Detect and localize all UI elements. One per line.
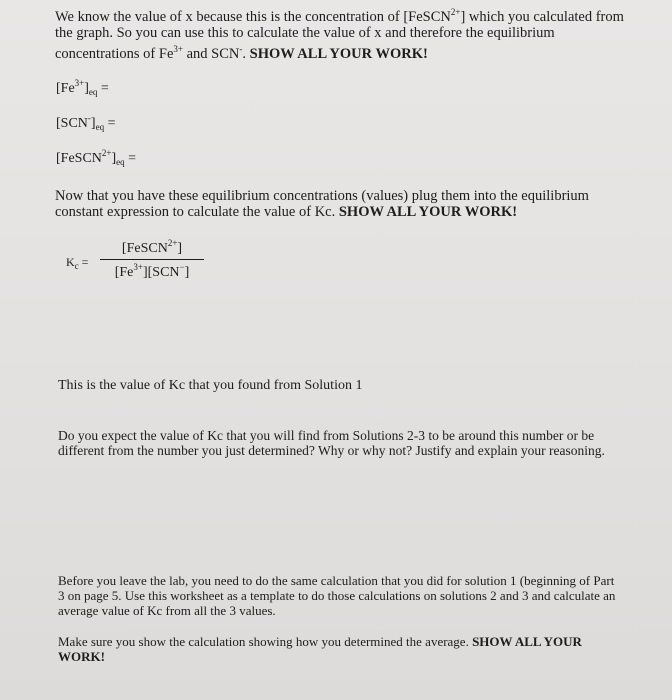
kc-denominator — [100, 262, 204, 281]
kc-show-work: SHOW ALL YOUR WORK! — [338, 204, 518, 220]
fe-eq-close: ] — [84, 81, 89, 96]
kc-num-main: [FeSCN — [121, 241, 168, 256]
kc-den-sup-2: − — [179, 262, 185, 272]
kc-den-3: ] — [184, 265, 190, 280]
kc-num-close: ] — [177, 241, 183, 256]
kc-den-1: [Fe — [114, 265, 134, 280]
fescn-eq-open: [FeSCN — [56, 151, 102, 166]
kc-label-k: K — [66, 255, 75, 269]
kc-den-sup-1: 3+ — [133, 262, 143, 272]
kc-numerator — [100, 238, 204, 258]
intro-sup-2: 3+ — [173, 44, 183, 54]
fescn-eq-sup: 2+ — [101, 148, 112, 158]
fescn-eq-line — [56, 148, 136, 167]
fe-eq-sup: 3+ — [74, 78, 85, 88]
intro-show-work: SHOW ALL YOUR WORK! — [249, 46, 428, 62]
fe-eq-sub: eq — [88, 87, 98, 97]
intro-sup-1: 2+ — [450, 7, 461, 17]
fe-eq-open: [Fe — [56, 81, 75, 96]
kc-instructions-text: Now that you have these equilibrium concentrations (values) plug them into the equilibrium constant expression to calculate the value of Kc. — [55, 188, 589, 220]
intro-text-4: . — [242, 46, 250, 62]
kc-label — [66, 255, 88, 271]
intro-text-1: We know the value of x because this is the concentration of [FeSCN — [55, 9, 451, 25]
scn-eq-line — [56, 113, 115, 132]
intro-text-3: and SCN — [182, 46, 240, 62]
fescn-eq-close: ] — [111, 151, 117, 166]
kc-label-sub: c — [74, 261, 79, 271]
scn-eq-tail: = — [104, 116, 116, 131]
kc-num-sup: 2+ — [167, 238, 178, 248]
scn-eq-open: [SCN — [56, 116, 88, 131]
expectation-question-paragraph: Do you expect the value of Kc that you will find from Solutions 2-3 to be around this number or be different from the number you just determined? Why or why not? Justify and explain your reasoning. — [58, 428, 605, 458]
fraction-bar — [100, 259, 204, 260]
intro-text-2: ] which you calculated from the graph. So you can use this to calculate the value of x and therefore the equilibrium concentrations of Fe — [55, 9, 624, 62]
fescn-eq-tail: = — [124, 151, 137, 166]
intro-paragraph — [55, 4, 625, 62]
lab-instructions-paragraph: Before you leave the lab, you need to do the same calculation that you did for solution 1 (beginning of Part 3 on page 5. Use this worksheet as a template to do those calculations on solutions 2 and 3 and calculate an average value of Kc from all the 3 values. — [58, 573, 616, 618]
scn-eq-sub: eq — [95, 122, 105, 132]
scn-eq-sup: - — [87, 113, 91, 123]
kc-den-2: ][SCN — [142, 265, 180, 280]
intro-sup-3: - — [239, 44, 243, 54]
fescn-eq-sub: eq — [116, 157, 125, 167]
kc-fraction — [100, 238, 204, 281]
fe-eq-tail: = — [97, 81, 109, 96]
average-show-work: SHOW ALL YOUR WORK! — [58, 634, 582, 664]
average-instructions-paragraph — [58, 634, 618, 664]
average-instructions-text: Make sure you show the calculation showing how you determined the average. — [58, 634, 473, 649]
kc-solution-1-paragraph: This is the value of Kc that you found from Solution 1 — [58, 378, 363, 393]
scn-eq-close: ] — [90, 116, 96, 131]
kc-label-eq: = — [78, 255, 89, 269]
fe-eq-line — [56, 78, 109, 97]
kc-instructions-paragraph — [55, 188, 625, 220]
